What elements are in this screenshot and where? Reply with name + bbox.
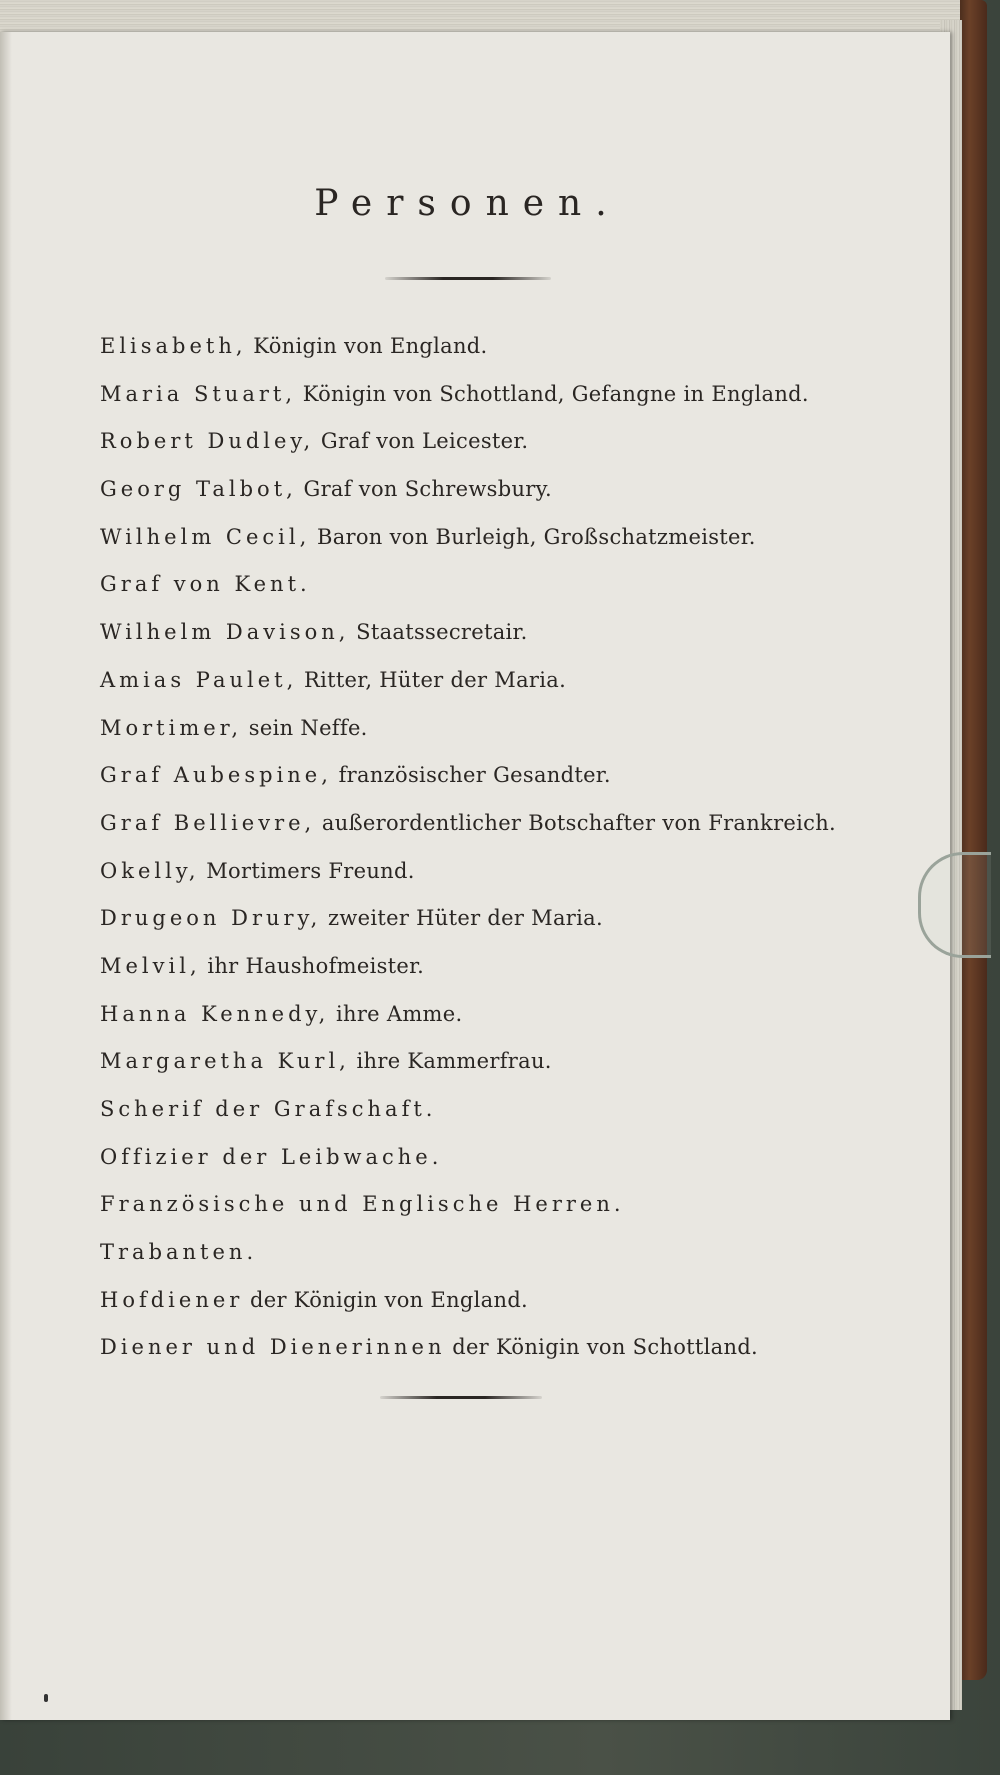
cast-entry bbox=[100, 1284, 900, 1332]
character-name: Diener und Dienerinnen bbox=[100, 1335, 446, 1360]
character-description: ihre Amme. bbox=[336, 1001, 463, 1026]
page-gutter-shadow bbox=[0, 32, 12, 1720]
cast-entry bbox=[100, 425, 900, 473]
cast-entry bbox=[100, 998, 900, 1046]
page-speck bbox=[44, 1694, 48, 1702]
cast-list bbox=[100, 330, 900, 1379]
character-name: Drugeon Drury, bbox=[100, 906, 322, 931]
cast-entry bbox=[100, 1141, 900, 1189]
character-name: Margaretha Kurl, bbox=[100, 1049, 350, 1074]
cast-entry bbox=[100, 1093, 900, 1141]
cast-entry bbox=[100, 1236, 900, 1284]
cast-entry bbox=[100, 473, 900, 521]
character-name: Scherif der Grafschaft. bbox=[100, 1097, 437, 1121]
character-description: sein Neffe. bbox=[248, 715, 368, 740]
cast-entry bbox=[100, 1188, 900, 1236]
title-rule bbox=[385, 277, 551, 280]
cast-entry bbox=[100, 568, 900, 616]
cast-entry bbox=[100, 950, 900, 998]
character-name: Wilhelm Davison, bbox=[100, 620, 350, 645]
character-name: Okelly, bbox=[100, 858, 200, 883]
character-description: ihre Kammerfrau. bbox=[356, 1049, 552, 1074]
page-clip bbox=[918, 852, 991, 958]
character-description: Graf von Schrewsbury. bbox=[303, 477, 552, 502]
cast-entry bbox=[100, 330, 900, 378]
character-name: Georg Talbot, bbox=[100, 477, 297, 502]
cast-entry bbox=[100, 712, 900, 760]
character-name: Graf Bellievre, bbox=[100, 810, 316, 835]
character-description: französischer Gesandter. bbox=[338, 763, 611, 788]
character-name: Amias Paulet, bbox=[100, 667, 298, 692]
character-name: Trabanten. bbox=[100, 1240, 258, 1265]
character-name: Wilhelm Cecil, bbox=[100, 524, 311, 549]
character-description: zweiter Hüter der Maria. bbox=[328, 906, 603, 931]
cast-entry bbox=[100, 616, 900, 664]
character-description: Königin von Schottland, Gefangne in England. bbox=[302, 381, 809, 406]
character-description: Ritter, Hüter der Maria. bbox=[303, 667, 567, 692]
character-name: Hofdiener bbox=[100, 1287, 244, 1312]
character-description: Graf von Leicester. bbox=[320, 429, 529, 454]
character-name: Hanna Kennedy, bbox=[100, 1001, 330, 1026]
character-name: Mortimer, bbox=[100, 715, 243, 740]
character-description: der Königin von England. bbox=[250, 1287, 529, 1312]
cast-entry bbox=[100, 902, 900, 950]
character-description: der Königin von Schottland. bbox=[452, 1335, 759, 1360]
character-name: Französische und Englische Herren. bbox=[100, 1192, 625, 1217]
page-title: Personen. bbox=[314, 183, 621, 224]
character-name: Offizier der Leibwache. bbox=[100, 1144, 443, 1169]
character-name: Graf Aubespine, bbox=[100, 763, 332, 788]
cast-entry bbox=[100, 855, 900, 903]
character-name: Maria Stuart, bbox=[100, 381, 296, 406]
cast-entry bbox=[100, 521, 900, 569]
character-description: Königin von England. bbox=[253, 334, 488, 358]
cast-entry bbox=[100, 759, 900, 807]
character-name: Elisabeth, bbox=[100, 334, 247, 358]
cast-entry bbox=[100, 378, 900, 426]
character-description: ihr Haushofmeister. bbox=[207, 953, 425, 978]
character-name: Robert Dudley, bbox=[100, 429, 315, 454]
cast-entry bbox=[100, 664, 900, 712]
character-description: Baron von Burleigh, Großschatzmeister. bbox=[316, 524, 756, 549]
character-name: Melvil, bbox=[100, 953, 201, 978]
character-description: Staatssecretair. bbox=[356, 620, 528, 645]
end-rule bbox=[380, 1396, 542, 1399]
cast-entry bbox=[100, 807, 900, 855]
cast-entry bbox=[100, 1331, 900, 1379]
cast-entry bbox=[100, 1045, 900, 1093]
character-name: Graf von Kent. bbox=[100, 572, 311, 597]
character-description: Mortimers Freund. bbox=[206, 858, 415, 883]
character-description: außerordentlicher Botschafter von Frankreich. bbox=[321, 810, 837, 835]
